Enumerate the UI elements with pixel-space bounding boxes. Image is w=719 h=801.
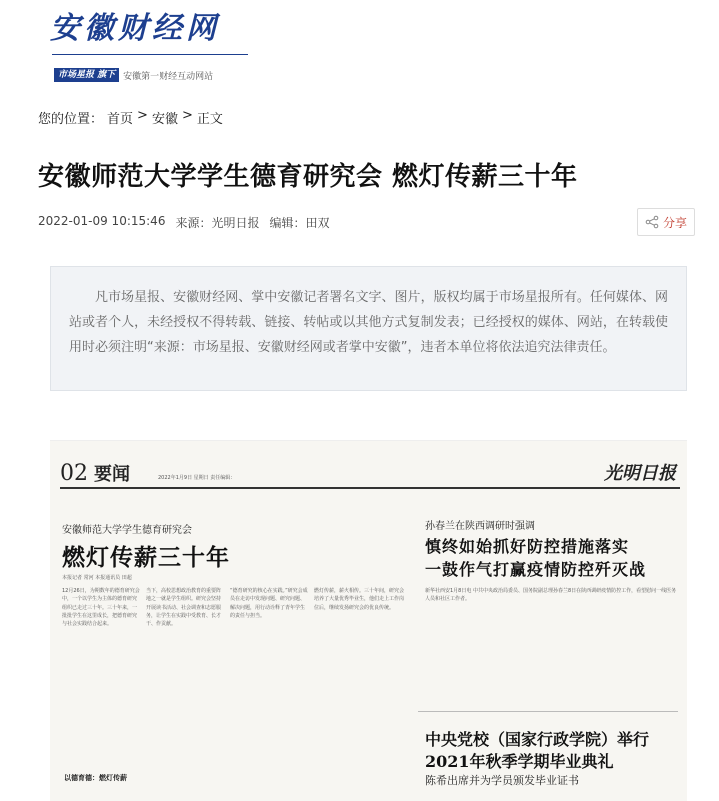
article-editor: 编辑：田双 xyxy=(269,216,330,230)
breadcrumb-label: 您的位置： xyxy=(38,112,104,127)
breadcrumb-current: 正文 xyxy=(196,112,223,127)
breadcrumb xyxy=(38,108,227,127)
site-logo[interactable] xyxy=(50,11,250,82)
newspaper-subheading: 以德育德：燃灯传薪 xyxy=(64,774,127,782)
newspaper-column: 燃灯传薪，薪火相传。三十年间，研究会培养了大量优秀毕业生，他们走上工作岗位后，继续发扬研究会的优良传统。 xyxy=(314,588,404,611)
newspaper-page-number: 02 xyxy=(60,461,88,486)
logo-text: 安徽财经网 xyxy=(50,11,220,46)
newspaper-column: 当下，高校思想政治教育的重要阵地之一就是学生组织。研究会坚持开展读书活动、社会调查和志愿服务，让学生在实践中受教育、长才干、作贡献。 xyxy=(146,588,222,628)
breadcrumb-separator: > xyxy=(137,108,148,123)
newspaper-divider xyxy=(418,711,678,712)
newspaper-column: 新华社西安1月8日电 中共中央政治局委员、国务院副总理孙春兰8日在陕西调研疫情防控工作，看望慰问一线医务人员和社区工作者。 xyxy=(425,588,677,603)
newspaper-headline: 燃灯传薪三十年 xyxy=(62,544,230,571)
newspaper-column: “德育研究的核心在实践。”研究会成员在走访中发现问题、研究问题、解决问题，用行动诠释了青年学生的责任与担当。 xyxy=(230,588,308,619)
share-label: 分享 xyxy=(662,215,687,230)
newspaper-header xyxy=(60,459,680,489)
newspaper-right-headline: 一鼓作气打赢疫情防控歼灭战 xyxy=(425,560,647,579)
newspaper-right-headline: 中央党校（国家行政学院）举行 xyxy=(425,730,650,749)
copyright-notice: 凡市场星报、安徽财经网、掌中安徽记者署名文字、图片，版权均属于市场星报所有。任何媒体、网站或者个人，未经授权不得转载、链接、转帖或以其他方式复制发表；已经授权的媒体、网站，在转载使用时必须注明“来源：市场星报、安徽财经网或者掌中安徽”，违者本单位将依法追究法律责任。 xyxy=(50,266,687,391)
newspaper-byline: 本报记者 常河 本报通讯员 田超 xyxy=(62,575,132,581)
breadcrumb-home-link[interactable]: 首页 xyxy=(107,112,134,127)
breadcrumb-separator: > xyxy=(181,108,193,123)
article-source: 来源：光明日报 xyxy=(175,216,260,230)
logo-slogan: 安徽第一财经互动网站 xyxy=(123,71,214,82)
logo-badge: 市场星报 旗下 xyxy=(54,68,119,82)
article-meta xyxy=(38,214,339,231)
logo-subline xyxy=(54,68,213,82)
newspaper-right-kicker: 孙春兰在陕西调研时强调 xyxy=(425,521,535,532)
newspaper-image xyxy=(50,440,687,801)
logo-divider xyxy=(52,54,248,55)
newspaper-right-headline: 慎终如始抓好防控措施落实 xyxy=(425,537,630,556)
article-datetime: 2022-01-09 10:15:46 xyxy=(38,214,166,228)
breadcrumb-section-link[interactable]: 安徽 xyxy=(151,112,178,127)
newspaper-dateline: 2022年1月9日 星期日 责任编辑： xyxy=(158,475,236,481)
newspaper-masthead: 光明日报 xyxy=(604,463,676,484)
newspaper-kicker: 安徽师范大学学生德育研究会 xyxy=(62,525,192,536)
share-icon xyxy=(645,215,659,229)
newspaper-section: 要闻 xyxy=(94,464,130,485)
newspaper-right-subheadline: 陈希出席并为学员颁发毕业证书 xyxy=(425,774,579,787)
newspaper-column: 12月26日，为期数年的德育研究会中，一个以学生为主体的德育研究组织已走过三十年。三十年来，一批批学生在这里成长，把德育研究与社会实践结合起来。 xyxy=(62,588,140,628)
page-title: 安徽师范大学学生德育研究会 燃灯传薪三十年 xyxy=(38,162,578,192)
newspaper-right-headline: 2021年秋季学期毕业典礼 xyxy=(425,752,614,771)
share-button[interactable] xyxy=(637,208,695,236)
